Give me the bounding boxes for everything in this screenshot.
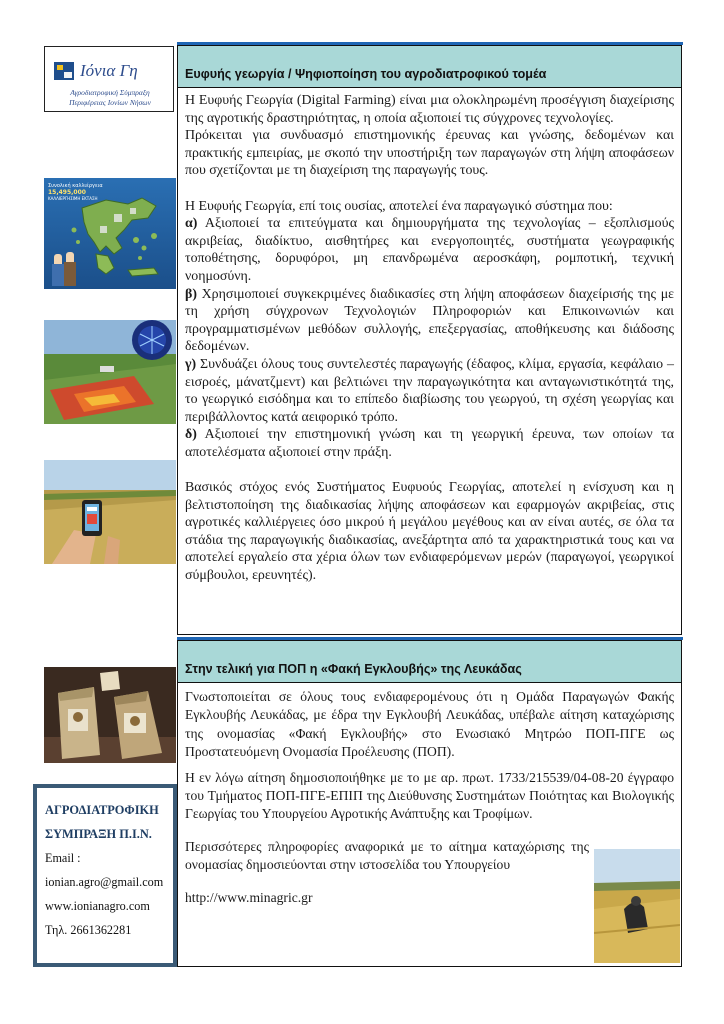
smart-field-image: [44, 320, 176, 424]
article-paragraph: Περισσότερες πληροφορίες αναφορικά με το αίτημα καταχώρισης της ονομασίας δημοσιεύονται στην ιστοσελίδα του Υπουργείου: [185, 838, 589, 873]
article-paragraph: Η Ευφυής Γεωργία (Digital Farming) είναι μια ολοκληρωμένη προσέγγιση διαχείρισης της αγροτικής δραστηριότητας, η οποία αξιοποιεί τις σύγχρονες τεχνολογίες.: [185, 93, 674, 126]
article-body: [178, 88, 681, 585]
article-title: Ευφυής γεωργία / Ψηφιοποίηση του αγροδιατροφικού τομέα: [178, 46, 681, 88]
list-item-text: Αξιοποιεί την επιστημονική γνώση και τη γεωργική έρευνα, των οποίων τα αποτελέσματα αξιοποιεί στην πράξη.: [185, 427, 674, 460]
logo-title: Ιόνια Γη: [80, 61, 138, 80]
harvest-field-image: [594, 849, 680, 963]
list-item-text: Συνδυάζει όλους τους συντελεστές παραγωγής (έδαφος, κλίμα, εργασία, κεφάλαιο – εισροές, μάνατζμεντ) και βελτιώνει την παραγωγικότητα και ανταγωνιστικότητά της, το γεωργικό εισόδημα και το επίπεδο διαβίωσης του γεωργού, τη σχέση γεωργίας και περιβάλλοντος κατά αειφορικό τρόπο.: [185, 356, 674, 425]
article-paragraph: Βασικός στόχος ενός Συστήματος Ευφυούς Γεωργίας, αποτελεί η ενίσχυση και η βελτιστοποίηση της διαδικασίας λήψης αποφάσεων και εφαρμογών ακριβείας, στις αγροτικές καλλιέργειες όσο μικρού ή μεγάλου μεγέθους και αν είναι αυτές, σε όλα τα στάδια της παραγωγικής διαδικασίας, ανεξάρτητα από τα χαρακτηριστικά τους και να αποτελεί εργαλείο στα χέρια όλων των ενδιαφερόμενων μερών (παραγωγοί, γεωργικοί σύμβουλοι, ερευνητές).: [185, 480, 674, 584]
list-item-text: Αξιοποιεί τα επιτεύγματα και δημιουργήματα της τεχνολογίας – εξοπλισμούς ακριβείας, διαδίκτυο, αισθητήρες και ενεργοποιητές, συστήματα γεωγραφικής τοποθέτησης, δορυφόροι, μη επανδρωμένα αεροσκάφη, ρομποτική, τεχνική νοημοσύνη.: [185, 216, 674, 284]
article-paragraph: Η εν λόγω αίτηση δημοσιοποιήθηκε με το με αρ. πρωτ. 1733/215539/04-08-20 έγγραφο του Τμήματος ΠΟΠ-ΠΓΕ-ΕΠΙΠ της Διεύθυνσης Συστημάτων Ποιότητας και Βιολογικής Γεωργίας του Υπουργείου Αγροτικής Ανάπτυξης και Τροφίμων.: [185, 769, 674, 822]
article-paragraph: Γνωστοποιείται σε όλους τους ενδιαφερομένους ότι η Ομάδα Παραγωγών Φακής Εγκλουβής Λευκάδας, με έδρα την Εγκλουβή Λευκάδας, υπέβαλε αίτηση καταχώρισης της ονομασίας «Φακή Εγκλουβής» στο Ενωσιακό Μητρώο ΠΟΠ-ΠΓΕ ως Προστατευόμενη Ονομασία Προέλευσης (ΠΟΠ).: [185, 689, 674, 760]
logo-subtitle: Αγροδιατροφική Σύμπραξη: [70, 88, 150, 97]
organization-name: ΑΓΡΟΔΙΑΤΡΟΦΙΚΗ: [45, 803, 159, 817]
ionia-gi-logo: [44, 46, 174, 112]
logo-subtitle: Περιφέρειας Ιονίων Νήσων: [69, 98, 151, 107]
ministry-link[interactable]: http://www.minagric.gr: [185, 889, 313, 905]
organization-name: ΣΥΜΠΡΑΞΗ Π.Ι.Ν.: [45, 827, 152, 841]
article-title: Στην τελική για ΠΟΠ η «Φακή Εγκλουβής» της Λευκάδας: [178, 641, 681, 683]
logo-emblem-icon: [54, 62, 74, 80]
list-item-label: β): [185, 286, 197, 302]
list-item: [185, 356, 674, 426]
list-item: [185, 286, 674, 356]
email-label: Email :: [45, 851, 81, 865]
list-item-label: α): [185, 216, 198, 232]
map-caption: Συνολική καλλιέργεια: [48, 183, 103, 189]
smartphone-wheat-field-image: [44, 460, 176, 564]
lentil-sacks-image: [44, 667, 176, 763]
article-paragraph: Πρόκειται για συνδυασμό επιστημονικής έρευνας και γνώσης, δεδομένων και πρακτικής εμπειρίας, με σκοπό την υποστήριξη των παραγωγών στη λήψη αποφάσεων που σχετίζονται με τη διαχείριση της παραγωγής τους.: [185, 128, 674, 179]
email-link[interactable]: ionian.agro@gmail.com: [45, 875, 164, 889]
article-paragraph: Η Ευφυής Γεωργία, επί τοις ουσίας, αποτελεί ένα παραγωγικό σύστημα που:: [185, 198, 613, 214]
article-smart-farming: [177, 45, 682, 635]
contact-box: [33, 784, 177, 967]
list-item-label: γ): [185, 356, 197, 372]
greece-map-image: [44, 178, 176, 289]
website-link[interactable]: www.ionianagro.com: [45, 899, 150, 913]
phone-number: Τηλ. 2661362281: [45, 923, 132, 937]
map-caption: ΚΑΛΛΙΕΡΓΗΣΙΜΗ ΕΚΤΑΣΗ: [48, 196, 98, 201]
list-item-label: δ): [185, 427, 197, 443]
list-item: [185, 426, 674, 461]
map-caption: 15,495,000: [48, 189, 86, 196]
list-item: [185, 215, 674, 285]
list-item-text: Χρησιμοποιεί συγκεκριμένες διαδικασίες στη λήψη αποφάσεων διαχείρισής της με τη χρήση σύγχρονων Τεχνολογιών Πληροφοριών και Επικοινωνιών και προγραμματισμένων μεθόδων συλλογής, επεξεργασίας, αποθήκευσης και διάδοσης δεδομένων.: [185, 286, 674, 355]
